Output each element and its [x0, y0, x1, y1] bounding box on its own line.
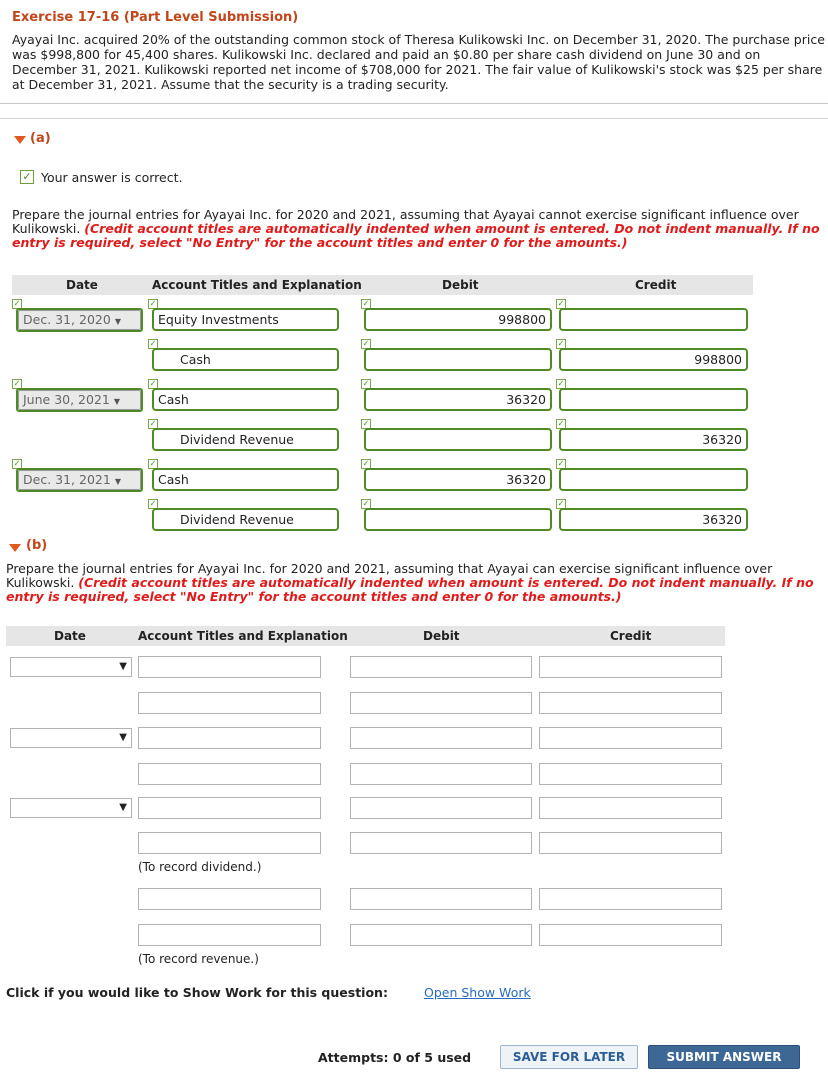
credit-input[interactable]: [539, 727, 722, 749]
debit-input[interactable]: [364, 428, 552, 451]
account-input[interactable]: Cash: [152, 388, 339, 411]
check-icon: ✓: [362, 459, 370, 468]
check-icon: ✓: [149, 379, 157, 388]
date-select[interactable]: [10, 728, 132, 748]
debit-input[interactable]: 36320: [364, 388, 552, 411]
debit-input[interactable]: [364, 508, 552, 531]
account-input[interactable]: [138, 832, 321, 854]
divider: [0, 118, 828, 119]
date-select[interactable]: [16, 308, 143, 332]
debit-input[interactable]: [350, 888, 532, 910]
chevron-down-icon: ▼: [119, 661, 127, 672]
col-account: Account Titles and Explanation: [152, 278, 362, 292]
check-icon: ✓: [557, 339, 565, 348]
correct-message: Your answer is correct.: [41, 170, 183, 185]
chevron-down-icon: ▼: [119, 802, 127, 813]
chevron-down-icon: ▼: [113, 397, 121, 406]
debit-input[interactable]: [350, 924, 532, 946]
credit-input[interactable]: [539, 888, 722, 910]
open-show-work-link[interactable]: Open Show Work: [424, 985, 531, 1000]
exercise-title: Exercise 17-16 (Part Level Submission): [12, 10, 299, 25]
date-select[interactable]: [16, 468, 143, 492]
credit-input[interactable]: [539, 797, 722, 819]
part-a-instruction-note: (Credit account titles are automatically indented when amount is entered. Do not indent manually. If no entry is required, select "No Entry" for the account titles and enter 0 for the amounts.): [12, 221, 820, 250]
credit-input[interactable]: [539, 924, 722, 946]
debit-input[interactable]: 36320: [364, 468, 552, 491]
credit-input[interactable]: [559, 308, 748, 331]
part-a-instructions: [12, 208, 828, 250]
date-select[interactable]: [16, 388, 143, 412]
save-for-later-button[interactable]: SAVE FOR LATER: [500, 1045, 638, 1069]
account-input[interactable]: [138, 692, 321, 714]
account-input[interactable]: Dividend Revenue: [152, 428, 339, 451]
part-b-instruction-note: (Credit account titles are automatically indented when amount is entered. Do not indent manually. If no entry is required, select "No Entry" for the account titles and enter 0 for the amounts.): [6, 575, 814, 604]
check-icon: ✓: [557, 299, 565, 308]
credit-input[interactable]: [539, 832, 722, 854]
debit-input[interactable]: [350, 727, 532, 749]
debit-input[interactable]: [350, 763, 532, 785]
credit-input[interactable]: 36320: [559, 428, 748, 451]
col-account: Account Titles and Explanation: [138, 629, 348, 643]
credit-input[interactable]: [559, 388, 748, 411]
part-b-label: (b): [26, 538, 48, 553]
account-input[interactable]: Dividend Revenue: [152, 508, 339, 531]
debit-input[interactable]: [350, 832, 532, 854]
col-date: Date: [54, 629, 86, 643]
debit-input[interactable]: [364, 348, 552, 371]
submit-answer-button[interactable]: SUBMIT ANSWER: [648, 1045, 800, 1069]
credit-input[interactable]: [559, 468, 748, 491]
account-input[interactable]: [138, 763, 321, 785]
debit-input[interactable]: [350, 692, 532, 714]
check-icon: ✓: [557, 459, 565, 468]
check-icon: ✓: [13, 299, 21, 308]
check-icon: ✓: [13, 459, 21, 468]
check-icon: ✓: [149, 299, 157, 308]
part-a-instruction-text: Prepare the journal entries for Ayayai Inc. for 2020 and 2021, assuming that Ayayai cannot exercise significant influence over Kulikowski.: [12, 207, 799, 236]
show-work-question: Click if you would like to Show Work for this question:: [6, 985, 388, 1000]
date-select[interactable]: [10, 657, 132, 677]
check-icon: ✓: [557, 419, 565, 428]
credit-input[interactable]: [539, 656, 722, 678]
account-input[interactable]: [138, 656, 321, 678]
check-icon: ✓: [362, 299, 370, 308]
check-icon: ✓: [362, 379, 370, 388]
check-icon: ✓: [149, 419, 157, 428]
date-value: Dec. 31, 2020: [23, 312, 111, 327]
check-icon: ✓: [362, 419, 370, 428]
collapse-triangle-icon[interactable]: [14, 136, 26, 144]
check-icon: ✓: [557, 379, 565, 388]
check-icon: ✓: [149, 339, 157, 348]
part-a-label: (a): [30, 131, 51, 146]
correct-check-icon: ✓: [20, 170, 34, 184]
debit-input[interactable]: 998800: [364, 308, 552, 331]
account-input[interactable]: [138, 924, 321, 946]
check-icon: ✓: [13, 379, 21, 388]
check-icon: ✓: [362, 499, 370, 508]
part-b-instruction-text: Prepare the journal entries for Ayayai Inc. for 2020 and 2021, assuming that Ayayai can exercise significant influence over Kulikowski.: [6, 561, 773, 590]
check-icon: ✓: [557, 499, 565, 508]
attempts-counter: Attempts: 0 of 5 used: [318, 1050, 472, 1065]
explanation-note: (To record dividend.): [138, 860, 262, 874]
explanation-note: (To record revenue.): [138, 952, 259, 966]
account-input[interactable]: [138, 727, 321, 749]
collapse-triangle-icon[interactable]: [9, 544, 21, 552]
check-icon: ✓: [149, 499, 157, 508]
col-date: Date: [66, 278, 98, 292]
col-credit: Credit: [635, 278, 677, 292]
account-input[interactable]: [138, 797, 321, 819]
debit-input[interactable]: [350, 656, 532, 678]
date-select[interactable]: [10, 798, 132, 818]
check-icon: ✓: [149, 459, 157, 468]
debit-input[interactable]: [350, 797, 532, 819]
col-debit: Debit: [442, 278, 479, 292]
chevron-down-icon: ▼: [119, 732, 127, 743]
credit-input[interactable]: [539, 763, 722, 785]
account-input[interactable]: Cash: [152, 468, 339, 491]
col-credit: Credit: [610, 629, 652, 643]
col-debit: Debit: [423, 629, 460, 643]
date-value: June 30, 2021: [23, 392, 110, 407]
account-input[interactable]: Equity Investments: [152, 308, 339, 331]
credit-input[interactable]: [539, 692, 722, 714]
date-value: Dec. 31, 2021: [23, 472, 111, 487]
chevron-down-icon: ▼: [114, 477, 121, 486]
exercise-description: Ayayai Inc. acquired 20% of the outstanding common stock of Theresa Kulikowski Inc. on December 31, 2020. The purchase price was $998,800 for 45,400 shares. Kulikowski Inc. declared and paid an $0.80 per share cash dividend on June 30 and on December 31, 2021. Kulikowski reported net income of $708,000 for 2021. The fair value of Kulikowski's stock was $25 per share at December 31, 2021. Assume that the security is a trading security.: [12, 32, 825, 92]
part-b-instructions: [6, 562, 822, 604]
account-input[interactable]: [138, 888, 321, 910]
credit-input[interactable]: 998800: [559, 348, 748, 371]
account-input[interactable]: Cash: [152, 348, 339, 371]
credit-input[interactable]: 36320: [559, 508, 748, 531]
check-icon: ✓: [362, 339, 370, 348]
chevron-down-icon: ▼: [114, 317, 121, 326]
